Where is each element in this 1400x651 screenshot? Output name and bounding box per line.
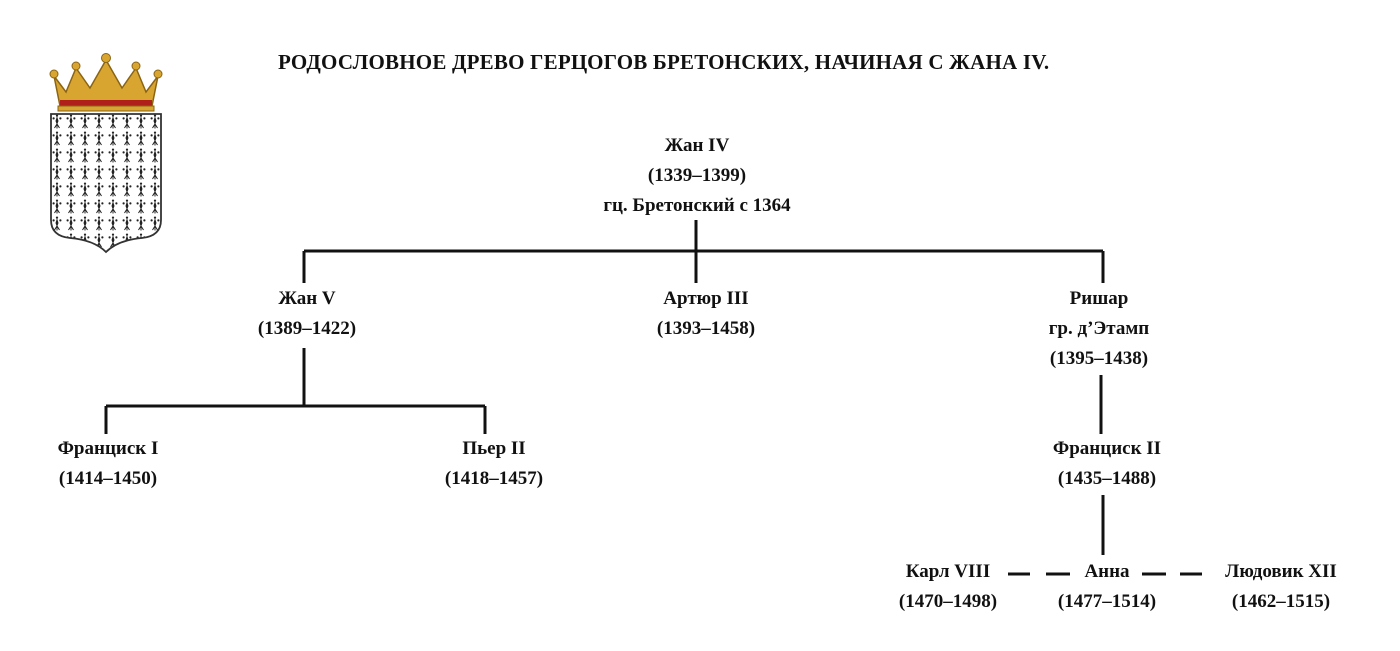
person-pierre2 <box>445 434 543 494</box>
person-dates: (1395–1438) <box>1049 348 1149 369</box>
person-anne <box>1058 557 1156 617</box>
person-dates: (1393–1458) <box>656 318 756 339</box>
person-charles8 <box>899 557 997 617</box>
person-jean5 <box>258 284 356 344</box>
person-dates: (1470–1498) <box>898 591 998 612</box>
person-jean4 <box>603 131 790 221</box>
person-name: Людовик XII <box>1225 561 1337 582</box>
person-title: гр. д’Этамп <box>1048 318 1150 339</box>
person-arthur3 <box>657 284 755 344</box>
person-name: Франциск II <box>1052 438 1162 459</box>
person-name: Пьер II <box>462 438 526 459</box>
person-dates: (1477–1514) <box>1057 591 1157 612</box>
person-dates: (1418–1457) <box>444 468 544 489</box>
person-dates: (1339–1399) <box>647 165 747 186</box>
person-francis1 <box>58 434 159 494</box>
person-francis2 <box>1053 434 1161 494</box>
person-dates: (1389–1422) <box>257 318 357 339</box>
person-dates: (1435–1488) <box>1057 468 1157 489</box>
person-name: Карл VIII <box>905 561 991 582</box>
person-dates: (1414–1450) <box>58 468 158 489</box>
page-title: РОДОСЛОВНОЕ ДРЕВО ГЕРЦОГОВ БРЕТОНСКИХ, НАЧИНАЯ С ЖАНА IV. <box>278 50 1050 74</box>
person-name: Анна <box>1084 561 1130 582</box>
person-name: Ришар <box>1069 288 1129 309</box>
person-name: Франциск I <box>57 438 159 459</box>
person-name: Жан IV <box>664 135 730 156</box>
person-name: Артюр III <box>663 288 749 309</box>
person-louis12 <box>1225 557 1337 617</box>
person-name: Жан V <box>278 288 336 309</box>
person-dates: (1462–1515) <box>1231 591 1331 612</box>
person-note: гц. Бретонский с 1364 <box>603 195 791 216</box>
person-richard <box>1049 284 1149 374</box>
